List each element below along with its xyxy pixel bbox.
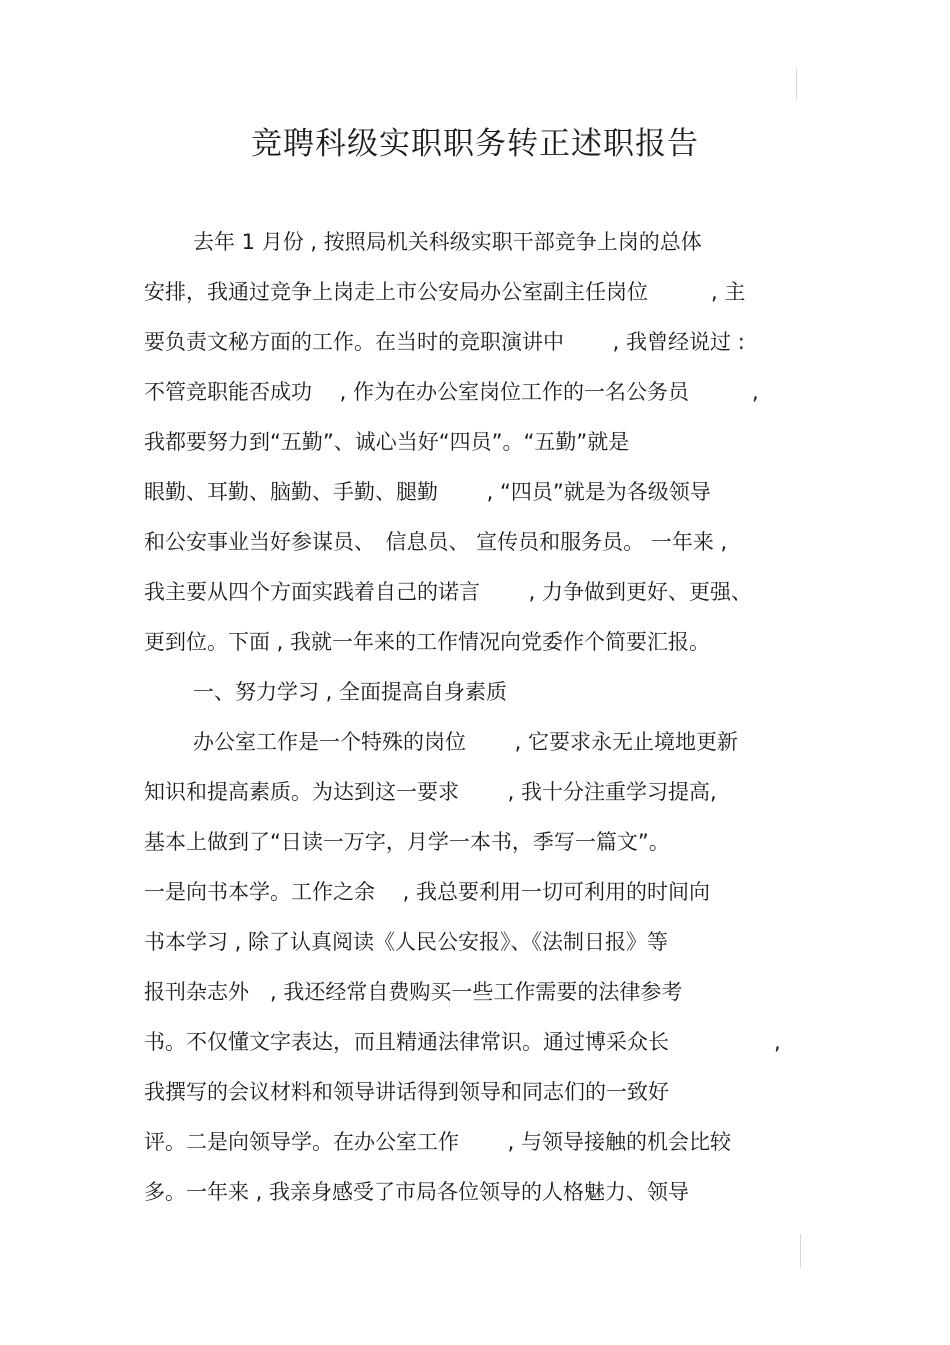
body-line: 一是向书本学。工作之余 , 我总要利用一切可利用的时间向 <box>144 880 711 904</box>
page-edge-mark-bottom <box>800 1234 801 1268</box>
body-line: 书。不仅懂文字表达，而且精通法律常识。通过博采众长 , <box>144 1030 781 1054</box>
body-line: 更到位。下面 , 我就一年来的工作情况向党委作个简要汇报。 <box>144 630 711 654</box>
body-line: 眼勤、耳勤、脑勤、手勤、腿勤 , “四员”就是为各级领导 <box>144 480 711 504</box>
body-line: 书本学习 , 除了认真阅读《人民公安报》、《法制日报》等 <box>144 930 669 954</box>
body-line: 报刊杂志外 , 我还经常自费购买一些工作需要的法律参考 <box>144 980 683 1004</box>
body-line: 评。二是向领导学。在办公室工作 , 与领导接触的机会比较 <box>144 1130 732 1154</box>
body-line: 不管竞职能否成功 , 作为在办公室岗位工作的一名公务员 , <box>144 380 759 404</box>
body-line: 基本上做到了“日读一万字，月学一本书，季写一篇文”。 <box>144 830 670 854</box>
document-title: 竞聘科级实职职务转正述职报告 <box>251 126 699 162</box>
body-line: 安排，我通过竞争上岗走上市公安局办公室副主任岗位 , 主 <box>144 280 746 304</box>
body-line: 我主要从四个方面实践着自己的诺言 , 力争做到更好、更强、 <box>144 580 753 604</box>
body-line: 要负责文秘方面的工作。在当时的竞职演讲中 , 我曾经说过 : <box>144 330 745 354</box>
section-heading: 一、努力学习 , 全面提高自身素质 <box>193 680 508 704</box>
body-line: 多。一年来 , 我亲身感受了市局各位领导的人格魅力、领导 <box>144 1180 690 1204</box>
body-line: 和公安事业当好参谋员、 信息员、 宣传员和服务员。 一年来 , <box>144 530 728 554</box>
body-line: 我都要努力到“五勤”、诚心当好“四员”。“五勤”就是 <box>144 430 630 454</box>
body-line: 办公室工作是一个特殊的岗位 , 它要求永无止境地更新 <box>193 730 739 754</box>
page-edge-mark-top <box>796 68 797 100</box>
body-line: 去年 1 月份 , 按照局机关科级实职干部竞争上岗的总体 <box>193 230 702 254</box>
body-line: 我撰写的会议材料和领导讲话得到领导和同志们的一致好 <box>144 1080 669 1104</box>
body-line: 知识和提高素质。为达到这一要求 , 我十分注重学习提高, <box>144 780 717 804</box>
